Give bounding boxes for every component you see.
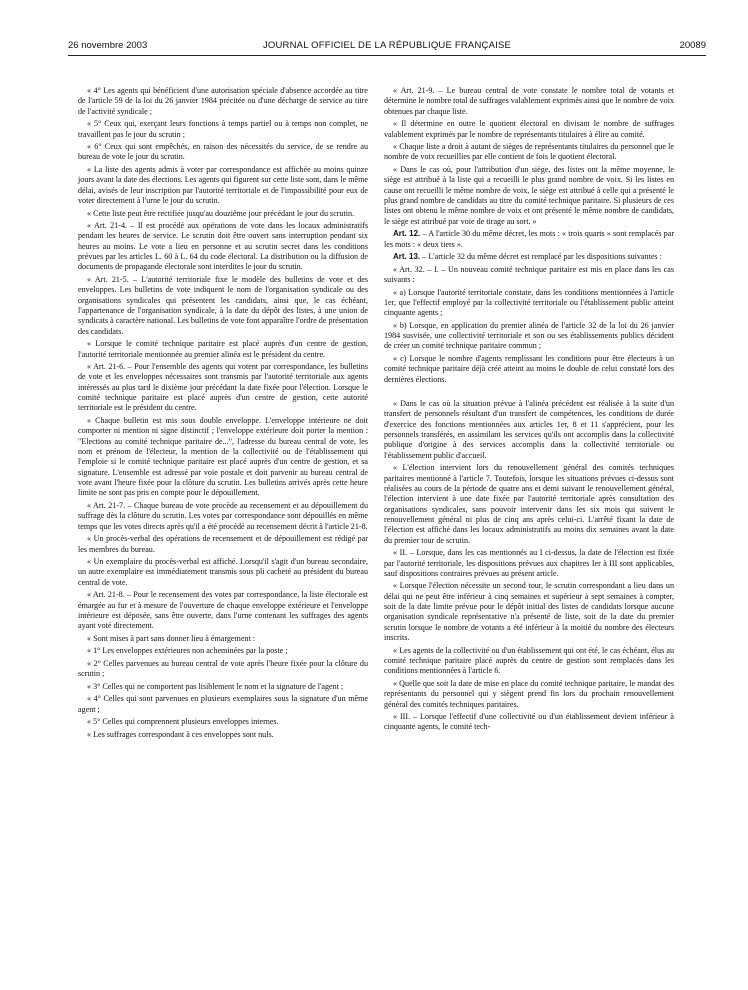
paragraph: « Cette liste peut être rectifiée jusqu'au douzième jour précédant le jour du scrutin. xyxy=(87,208,355,218)
paragraph: « 4° Celles qui sont parvenues en plusieurs exemplaires sous la signature d'un même agent ; xyxy=(78,694,368,714)
article-paragraph: Art. 13. – L'article 32 du même décret est remplacé par les dispositions suivantes : xyxy=(393,252,662,262)
paragraph: « b) Lorsque, en application du premier alinéa de l'article 32 de la loi du 26 janvier 1984 susvisée, une collectivité territoriale et son ou ses établissements publics décident de créer un comité technique paritaire commun ; xyxy=(384,320,674,351)
paragraph: « 4° Les agents qui bénéficient d'une autorisation spéciale d'absence accordée au titre de l'article 59 de la loi du 26 janvier 1984 précitée ou d'une décharge de service au titre de l'activité syndicale ; xyxy=(78,86,368,116)
paragraph: « Sont mises à part sans donner lieu à émargement : xyxy=(87,633,255,643)
paragraph: « La liste des agents admis à voter par correspondance est affichée au moins quinze jours avant la date des élections. Les agents qui figurent sur cette liste sont, dans le même délai, avisés de leur inscription par l'autorité territoriale et de l'impossibilité pour eux de voter directement à l'urne le jour du scrutin. xyxy=(78,164,368,205)
header-rule xyxy=(68,55,706,56)
paragraph: « Art. 21-9. – Le bureau central de vote constate le nombre total de votants et détermine le nombre total de suffrages valablement exprimés ainsi que le nombre de voix obtenues par chaque liste. xyxy=(384,86,674,116)
left-column xyxy=(78,86,368,742)
paragraph: « 1° Les enveloppes extérieures non acheminées par la poste ; xyxy=(87,646,288,656)
paragraph: « III. – Lorsque l'effectif d'une collectivité ou d'un établissement devient inférieur à cinquante agents, le comité tech- xyxy=(384,712,674,732)
paragraph: « Chaque bulletin est mis sous double enveloppe. L'enveloppe intérieure ne doit comporter ni mention ni signe distinctif ; l'enveloppe extérieure doit porter la mention : "Elections au comité technique paritaire de...", l'adresse du bureau central de vote, les nom et prénom de l'électeur, la mention de la collectivité ou de l'établissement qui l'emploie si le comité technique paritaire est placé auprès d'un centre de gestion, et sa signature. L'ensemble est adressé par voie postale et doit parvenir au bureau central de vote avant l'heure fixée pour la clôture du scrutin. Les bulletins arrivés après cette heure limite ne sont pas pris en compte pour le dépouillement. xyxy=(78,416,368,498)
paragraph: « Chaque liste a droit à autant de sièges de représentants titulaires du personnel que le nombre de voix recueillies par elle contient de fois le quotient électoral. xyxy=(384,142,674,162)
article-heading: Art. 12. xyxy=(393,229,421,239)
paragraph: « Les agents de la collectivité ou d'un établissement qui ont été, le cas échéant, élus au comité technique paritaire placé auprès du centre de gestion sont remplacés dans les conditions mentionnées à l'article 6. xyxy=(384,645,674,676)
page-number: 20089 xyxy=(679,40,706,51)
paragraph: « Un exemplaire du procès-verbal est affiché. Lorsqu'il s'agit d'un bureau secondaire, un autre exemplaire est immédiatement transmis sous pli cacheté au président du bureau central de vote. xyxy=(78,557,368,587)
paragraph: « II. – Lorsque, dans les cas mentionnés au I ci-dessus, la date de l'élection est fixée par l'autorité territoriale, les dispositions prévues aux chapitres Ier à III sont applicables, sauf dispositions contraires prévues au présent article. xyxy=(384,548,674,578)
paragraph: « Art. 32. – I. – Un nouveau comité technique paritaire est mis en place dans les cas suivants : xyxy=(384,264,674,284)
paragraph: « L'élection intervient lors du renouvellement général des comités techniques paritaires mentionné à l'article 7. Toutefois, lorsque les situations prévues ci-dessus sont réalisées au cours de la période de quatre ans et demi suivant le renouvellement général, l'élection intervient à une date fixée par l'autorité territoriale après consultation des organisations syndicales, sans pouvoir intervenir dans les six mois qui suivent le renouvellement général ni plus de cinq ans après celui-ci. L'arrêté fixant la date de l'élection est affiché dans les locaux administratifs au moins dix semaines avant la date du premier tour de scrutin. xyxy=(384,463,674,545)
right-column xyxy=(384,86,674,735)
article-heading: Art. 13. xyxy=(393,252,421,262)
page-header xyxy=(68,40,706,54)
paragraph: « c) Lorsque le nombre d'agents remplissant les conditions pour être électeurs à un comité technique paritaire déjà créé atteint au moins le double de celui constaté lors des dernières élections. xyxy=(384,353,674,384)
paragraph: « a) Lorsque l'autorité territoriale constate, dans les conditions mentionnées à l'article 1er, que l'effectif employé par la collectivité territoriale ou l'établissement public atteint cinquante agents ; xyxy=(384,287,674,318)
paragraph: « Dans le cas où, pour l'attribution d'un siège, des listes ont la même moyenne, le siège est attribué à la liste qui a recueilli le plus grand nombre de voix. Si les listes en cause ont recueilli le même nombre de voix, le siège est attribué à celle qui a présenté le plus grand nombre de candidats au titre du comité technique paritaire. Si plusieurs de ces listes ont obtenu le même nombre de voix et ont présenté le même nombre de candidats, le siège est attribué par voie de tirage au sort. » xyxy=(384,164,674,226)
paragraph: « Dans le cas où la situation prévue à l'alinéa précédent est réalisée à la suite d'un transfert de personnels résultant d'un transfert de compétences, les conditions de durée d'exercice des fonctions mentionnées aux articles 1er, 8 et 11 s'apprécient, pour les personnels transférés, en assimilant les services qu'ils ont accomplis dans la collectivité publique d'origine à des services accomplis dans la collectivité territoriale ou l'établissement public d'accueil. xyxy=(384,398,674,460)
paragraph: « Art. 21-4. – Il est procédé aux opérations de vote dans les locaux administratifs pendant les heures de service. Le scrutin doit être ouvert sans interruption pendant six heures au moins. Le vote a lieu en personne et au scrutin secret dans les conditions prévues par les articles L. 60 à L. 64 du code électoral. La distribution ou la diffusion de documents de propagande électorale sont interdites le jour du scrutin. xyxy=(78,221,368,272)
article-paragraph: Art. 12. – A l'article 30 du même décret, les mots : « trois quarts » sont remplacés par les mots : « deux tiers ». xyxy=(384,229,675,249)
paragraph: « Un procès-verbal des opérations de recensement et de dépouillement est rédigé par les membres du bureau. xyxy=(78,534,368,554)
paragraph: « 3° Celles qui ne comportent pas lisiblement le nom et la signature de l'agent ; xyxy=(87,681,344,691)
paragraph: « Lorsque le comité technique paritaire est placé auprès d'un centre de gestion, l'autorité territoriale mentionnée au premier alinéa est le président du centre. xyxy=(78,339,368,359)
paragraph: « Il détermine en outre le quotient électoral en divisant le nombre de suffrages valablement exprimés par le nombre de représentants titulaires à élire au comité. xyxy=(384,119,674,139)
paragraph: « 5° Ceux qui, exerçant leurs fonctions à temps partiel ou à temps non complet, ne travaillent pas le jour du scrutin ; xyxy=(78,119,368,139)
paragraph: « Art. 21-6. – Pour l'ensemble des agents qui votent par correspondance, les bulletins de vote et les enveloppes nécessaires sont transmis par l'autorité territoriale aux agents intéressés au plus tard le dixième jour précédant la date fixée pour l'élection. Lorsque le comité technique paritaire est placé auprès d'un centre de gestion, cette autorité territoriale est le président du centre. xyxy=(78,362,368,413)
paragraph: « Lorsque l'élection nécessite un second tour, le scrutin correspondant a lieu dans un délai qui ne peut être inférieur à cinq semaines et supérieur à sept semaines à compter, soit de la date limite prévue pour le dépôt initial des listes de candidats lorsque aucune organisation syndicale représentative n'a présenté de liste, soit de la date du premier scrutin lorsque le nombre de votants a été inférieur à la moitié du nombre des électeurs inscrits. xyxy=(384,581,674,643)
header-date: 26 novembre 2003 xyxy=(68,40,148,51)
journal-title: JOURNAL OFFICIEL DE LA RÉPUBLIQUE FRANÇAISE xyxy=(262,40,512,51)
paragraph: « Art. 21-5. – L'autorité territoriale fixe le modèle des bulletins de vote et des enveloppes. Les bulletins de vote indiquent le nom de l'organisation syndicale ou des organisations syndicales qui présentent les candidats, ainsi que, le cas échéant, l'appartenance de l'organisation syndicale, à la date du dépôt des listes, à une union de syndicats à caractère national. Les bulletins de vote font apparaître l'ordre de présentation des candidats. xyxy=(78,274,368,336)
paragraph: « 2° Celles parvenues au bureau central de vote après l'heure fixée pour la clôture du scrutin ; xyxy=(78,658,368,679)
paragraph: « Quelle que soit la date de mise en place du comité technique paritaire, le mandat des représentants du personnel qui y siègent prend fin lors du prochain renouvellement général des comités techniques paritaires. xyxy=(384,678,674,709)
paragraph: « 6° Ceux qui sont empêchés, en raison des nécessités du service, de se rendre au bureau de vote le jour du scrutin. xyxy=(78,142,368,162)
paragraph: « Les suffrages correspondant à ces enveloppes sont nuls. xyxy=(87,729,274,739)
paragraph: « Art. 21-7. – Chaque bureau de vote procède au recensement et au dépouillement du suffrage dès la clôture du scrutin. Les votes par correspondance sont dépouillés en même temps que les votes directs après qu'il a été procédé au recensement décrit à l'article 21-8. xyxy=(78,500,368,531)
paragraph: « Art. 21-8. – Pour le recensement des votes par correspondance, la liste électorale est émargée au fur et à mesure de l'ouverture de chaque enveloppe extérieure et l'enveloppe intérieure est déposée, sans être ouverte, dans l'urne contenant les suffrages des agents ayant voté directement. xyxy=(78,590,368,631)
paragraph: « 5° Celles qui comprennent plusieurs enveloppes internes. xyxy=(87,717,279,727)
